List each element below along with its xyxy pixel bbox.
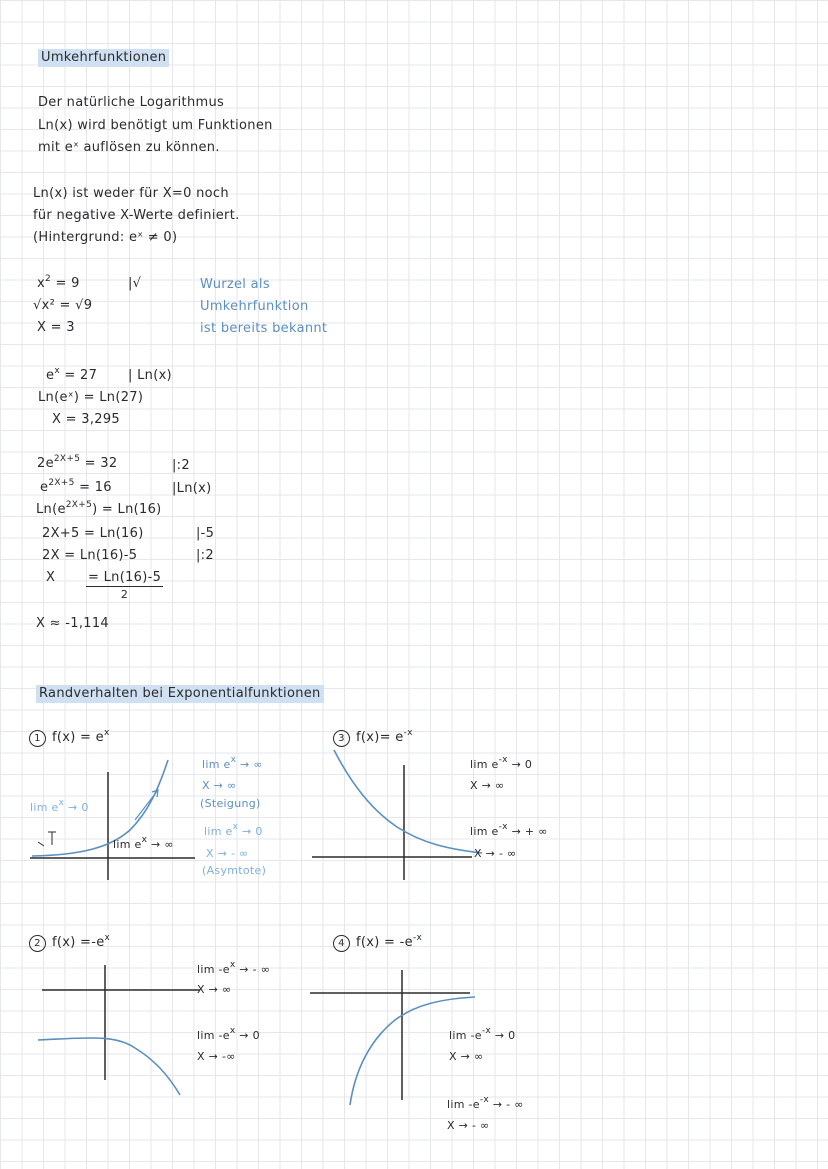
ex3-line-3: $Ln(e^{2X+5}) = Ln(16)$ [36, 500, 162, 517]
definition-line-3: (Hintergrund: eˣ ≠ 0) [33, 230, 178, 245]
ex2-line-3: X = 3,295 [52, 412, 120, 427]
definition-line-2: für negative X-Werte definiert. [33, 208, 240, 223]
graph-1-note-5: X → - ∞ [206, 847, 249, 860]
graph-1-label: 1 $f(x) = e^x$ [29, 730, 110, 747]
intro-line-3: mit eˣ auflösen zu können. [38, 140, 220, 155]
ex3-line-6: X $\frac{= Ln(16)-5}{2}$ [46, 570, 162, 601]
graph-1-note-4: $\lim e^x \to 0$ [204, 822, 263, 838]
graph-4-note-1: $\lim -e^{-x} \to 0$ [449, 1026, 516, 1042]
graph-4-label: 4 $f(x) = -e^{-x}$ [333, 935, 422, 952]
ex3-op-2: |Ln(x) [172, 481, 212, 496]
graph-2-note-2: X → ∞ [197, 983, 232, 996]
graph-3-note-1: $\lim e^{-x} \to 0$ [470, 755, 533, 771]
graph-1-note-6: (Asymtote) [202, 864, 267, 877]
intro-line-1: Der natürliche Logarithmus [38, 95, 225, 110]
definition-line-1: Ln(x) ist weder für X=0 noch [33, 186, 229, 201]
graph-2-note-1: $\lim -e^x$ → - ∞ [197, 960, 271, 976]
number-1-icon: 1 [29, 730, 46, 747]
graph-3-note-3: $\lim e^{-x}$ → + ∞ [470, 822, 548, 838]
ex1-line-1: $x^2 = 9$ [37, 274, 80, 291]
ex3-line-5: 2X = Ln(16)-5 [42, 548, 138, 563]
graph-2-label: 2 $f(x) =-e^x$ [29, 935, 110, 952]
ex3-op-4: |-5 [196, 526, 215, 541]
graph-4-note-4: X → - ∞ [447, 1119, 490, 1132]
ex3-line-2: $e^{2X+5} = 16$ [40, 478, 112, 495]
graph-3-note-2: X → ∞ [470, 779, 505, 792]
ex2-operation: | Ln(x) [128, 368, 172, 383]
ex1-operation: |√ [128, 276, 142, 291]
ex3-line-4: 2X+5 = Ln(16) [42, 526, 144, 541]
graph-1-note-inside: $\lim e^x$ → ∞ [113, 835, 174, 851]
ex1-line-3: X = 3 [37, 320, 75, 335]
graph-2-plot [30, 960, 210, 1110]
intro-line-2: Ln(x) wird benötigt um Funktionen [38, 118, 273, 133]
graph-2-note-3: $\lim -e^x \to 0$ [197, 1026, 260, 1042]
graph-1-note-2: X → ∞ [202, 779, 237, 792]
graph-3-label: 3 $f(x)= e^{-x}$ [333, 730, 413, 747]
section-title-randverhalten: Randverhalten bei Exponentialfunktionen [36, 685, 324, 703]
ex2-line-1: $e^x = 27$ [46, 366, 98, 383]
graph-1-note-1: $\lim e^x$ → ∞ [202, 755, 263, 771]
number-3-icon: 3 [333, 730, 350, 747]
graph-4-note-2: X → ∞ [449, 1050, 484, 1063]
ex3-op-5: |:2 [196, 548, 214, 563]
ex1-note-1: Wurzel als [200, 277, 270, 292]
page-title: Umkehrfunktionen [38, 49, 169, 67]
graph-2-note-4: X → -∞ [197, 1050, 236, 1063]
graph-4-note-3: $\lim -e^{-x}$ → - ∞ [447, 1095, 524, 1111]
ex1-line-2: √x² = √9 [33, 298, 93, 313]
graph-1-note-3: (Steigung) [200, 797, 261, 810]
ex3-fraction: $\frac{= Ln(16)-5}{2}$ [88, 570, 162, 601]
number-4-icon: 4 [333, 935, 350, 952]
ex3-line-1: $2e^{2X+5} = 32$ [37, 454, 118, 471]
graph-3-note-4: X → - ∞ [474, 847, 517, 860]
ex1-note-2: Umkehrfunktion [200, 299, 309, 314]
ex1-note-3: ist bereits bekannt [200, 321, 328, 336]
graph-1-note-left: $\lim e^x \to 0$ [30, 798, 89, 814]
ex3-op-1: |:2 [172, 458, 190, 473]
number-2-icon: 2 [29, 935, 46, 952]
ex2-line-2: Ln(eˣ) = Ln(27) [38, 390, 144, 405]
ex3-result: X ≈ -1,114 [36, 616, 109, 631]
